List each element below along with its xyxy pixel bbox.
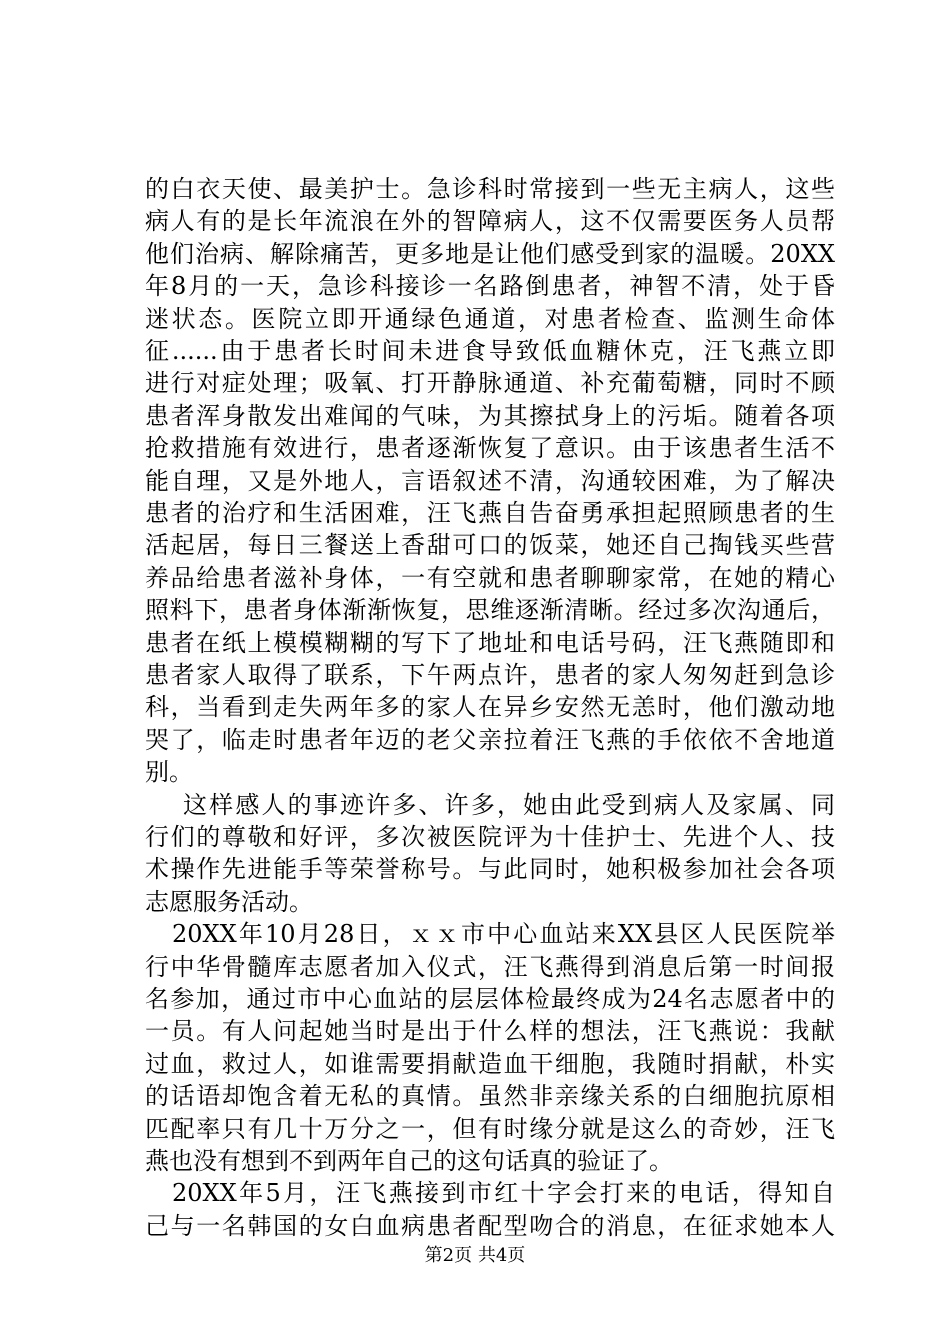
text-line: 患者家人取得了联系，下午两点许，患者的家人匆匆赶到急诊	[145, 661, 835, 689]
text-line: 征......由于患者长时间未进食导致低血糖休克，汪飞燕立即	[145, 337, 835, 365]
text-line: 年8月的一天，急诊科接诊一名路倒患者，神智不清，处于昏	[145, 272, 835, 301]
text-line: 病人有的是长年流浪在外的智障病人，这不仅需要医务人员帮	[145, 207, 835, 236]
text-line: 20XX年5月，汪飞燕接到市红十字会打来的电话，得知自	[172, 1179, 835, 1208]
text-line: 能自理，又是外地人，言语叙述不清，沟通较困难，为了解决	[145, 466, 835, 495]
text-line: 过血，救过人，如谁需要捐献造血干细胞，我随时捐献，朴实	[145, 1049, 835, 1078]
text-line: 的白衣天使、最美护士。急诊科时常接到一些无主病人，这些	[145, 175, 835, 203]
text-line: 迷状态。医院立即开通绿色通道，对患者检查、监测生命体	[145, 304, 835, 333]
text-line: 匹配率只有几十万分之一，但有时缘分就是这么的奇妙，汪飞	[145, 1114, 835, 1143]
text-line: 进行对症处理；吸氧、打开静脉通道、补充葡萄糖，同时不顾	[145, 369, 835, 398]
text-line: 哭了，临走时患者年迈的老父亲拉着汪飞燕的手依依不舍地道	[145, 725, 835, 754]
text-line: 的话语却饱含着无私的真情。虽然非亲缘关系的白细胞抗原相	[145, 1082, 835, 1111]
text-line: 燕也没有想到不到两年自己的这句话真的验证了。	[145, 1147, 673, 1175]
text-line: 志愿服务活动。	[145, 887, 313, 916]
text-line: 这样感人的事迹许多、许多，她由此受到病人及家属、同	[183, 790, 835, 819]
text-line: 术操作先进能手等荣誉称号。与此同时，她积极参加社会各项	[145, 855, 835, 884]
text-line: 行们的尊敬和好评，多次被医院评为十佳护士、先进个人、技	[145, 823, 835, 851]
text-line: 抢救措施有效进行，患者逐渐恢复了意识。由于该患者生活不	[145, 434, 835, 463]
text-line: 己与一名韩国的女白血病患者配型吻合的消息，在征求她本人	[145, 1211, 835, 1240]
text-line: 行中华骨髓库志愿者加入仪式，汪飞燕得到消息后第一时间报	[145, 952, 835, 981]
text-line: 照料下，患者身体渐渐恢复，思维逐渐清晰。经过多次沟通后，	[145, 596, 835, 625]
text-line: 别。	[145, 758, 193, 787]
text-line: 活起居，每日三餐送上香甜可口的饭菜，她还自己掏钱买些营	[145, 531, 835, 560]
text-line: 患者浑身散发出难闻的气味，为其擦拭身上的污垢。随着各项	[145, 401, 835, 430]
text-line: 名参加，通过市中心血站的层层体检最终成为24名志愿者中的	[145, 985, 835, 1013]
text-line: 他们治病、解除痛苦，更多地是让他们感受到家的温暖。20XX	[145, 239, 835, 268]
text-line: 患者的治疗和生活困难，汪飞燕自告奋勇承担起照顾患者的生	[145, 499, 835, 527]
text-line: 患者在纸上模模糊糊的写下了地址和电话号码，汪飞燕随即和	[145, 628, 835, 657]
page-footer: 第2页 共4页	[424, 1245, 526, 1266]
text-line: 一员。有人问起她当时是出于什么样的想法，汪飞燕说：我献	[145, 1017, 835, 1046]
text-line: 养品给患者滋补身体，一有空就和患者聊聊家常，在她的精心	[145, 563, 835, 592]
text-line: 科，当看到走失两年多的家人在异乡安然无恙时，他们激动地	[145, 693, 835, 722]
text-line: 20XX年10月28日，ｘｘ市中心血站来XX县区人民医院举	[172, 920, 835, 949]
